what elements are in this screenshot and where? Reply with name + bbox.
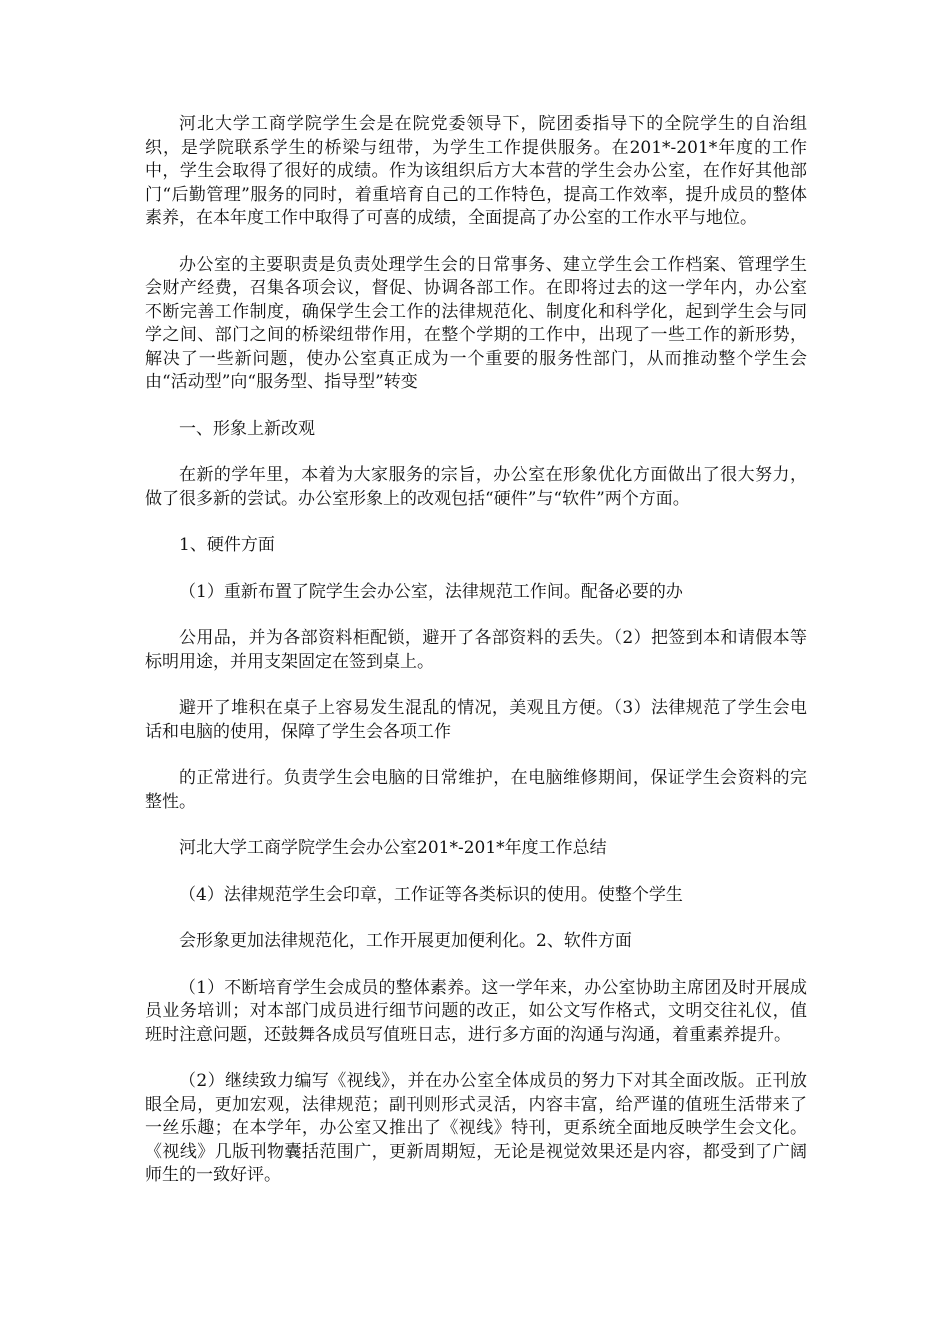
paragraph-software-1: （1）不断培育学生会成员的整体素养。这一学年来，办公室协助主席团及时开展成员业务培训；对本部门成员进行细节问题的改正，如公文写作格式，文明交往礼仪，值班时注意问题，还鼓舞各成员写值班日志，进行多方面的沟通与沟通，着重素养提升。 — [145, 977, 807, 1045]
paragraph-hardware-1: （1）重新布置了院学生会办公室，法律规范工作间。配备必要的办 — [179, 581, 683, 602]
paragraph-software-2: （2）继续致力编写《视线》，并在办公室全体成员的努力下对其全面改版。正刊放眼全局，更加宏观，法律规范；副刊则形式灵活，内容丰富，给严谨的值班生活带来了一丝乐趣；在本学年，办公室又推出了《视线》特刊，更系统全面地反映学生会文化。《视线》几版刊物囊括范围广，更新周期短，无论是视觉效果还是内容，都受到了广阔师生的一致好评。 — [145, 1071, 807, 1185]
document-title-line: 河北大学工商学院学生会办公室201*-201*年度工作总结 — [179, 838, 607, 858]
paragraph-software-heading: 会形象更加法律规范化，工作开展更加便利化。2、软件方面 — [179, 931, 632, 951]
paragraph-hardware-3: 避开了堆积在桌子上容易发生混乱的情况，美观且方便。（3）法律规范了学生会电话和电脑的使用，保障了学生会各项工作 — [145, 698, 807, 742]
paragraph-intro: 河北大学工商学院学生会是在院党委领导下，院团委指导下的全院学生的自治组织，是学院联系学生的桥梁与纽带，为学生工作提供服务。在201*-201*年度的工作中，学生会取得了很好的成绩。作为该组织后方大本营的学生会办公室，在作好其他部门“后勤管理”服务的同时，着重培育自己的工作特色，提高工作效率，提升成员的整体素养，在本年度工作中取得了可喜的成绩，全面提高了办公室的工作水平与地位。 — [145, 114, 807, 228]
paragraph-hardware-5: （4）法律规范学生会印章，工作证等各类标识的使用。使整个学生 — [179, 884, 683, 905]
paragraph-hardware-2: 公用品，并为各部资料柜配锁，避开了各部资料的丢失。（2）把签到本和请假本等标明用途，并用支架固定在签到桌上。 — [145, 628, 807, 672]
paragraph-hardware-4: 的正常进行。负责学生会电脑的日常维护，在电脑维修期间，保证学生会资料的完整性。 — [145, 768, 807, 812]
section-heading-image: 一、形象上新改观 — [179, 418, 315, 439]
document-body — [145, 113, 807, 1211]
paragraph-image-intro: 在新的学年里，本着为大家服务的宗旨，办公室在形象优化方面做出了很大努力，做了很多新的尝试。办公室形象上的改观包括“硬件”与“软件”两个方面。 — [145, 465, 807, 509]
subheading-hardware: 1、硬件方面 — [179, 535, 275, 555]
paragraph-office-duties: 办公室的主要职责是负责处理学生会的日常事务、建立学生会工作档案、管理学生会财产经费，召集各项会议，督促、协调各部工作。在即将过去的这一学年内，办公室不断完善工作制度，确保学生会工作的法律规范化、制度化和科学化，起到学生会与同学之间、部门之间的桥梁纽带作用，在整个学期的工作中，出现了一些工作的新形势，解决了一些新问题，使办公室真正成为一个重要的服务性部门，从而推动整个学生会由“活动型”向“服务型、指导型”转变 — [145, 254, 807, 392]
